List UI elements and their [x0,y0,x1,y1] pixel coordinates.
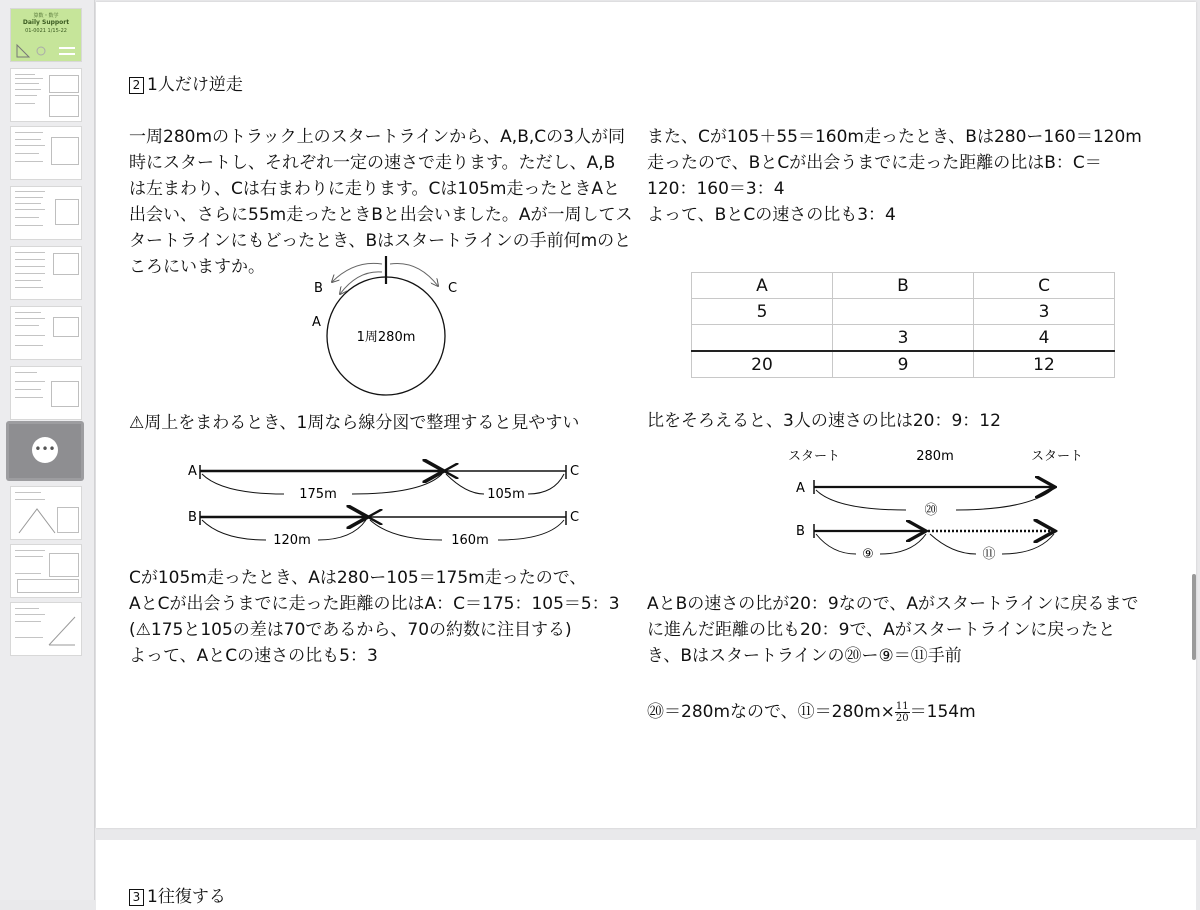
thumbnail-page-5[interactable] [10,246,82,300]
thumbnail-more-icon[interactable]: ••• [32,437,58,463]
fraction-11-20 [895,701,910,724]
circle-label-a: A [312,315,321,330]
thumbnail-page-9[interactable] [10,486,82,540]
seg-row2-label-2: 160m [451,533,489,548]
fraction-denominator: 20 [895,712,909,724]
table-cell: 3 [833,325,974,352]
cover-label-3: 01-0021 1/15-22 [25,28,67,34]
seg-row2-left: B [188,510,197,525]
table-row [692,325,1115,352]
next-problem-title: 1往復する [147,887,226,907]
combined-ratio-text: 比をそろえると、3人の速さの比は20：9：12 [647,411,1001,431]
thumbnail-page-11[interactable] [10,602,82,656]
explanation-right-3: 120：160＝3：4 [647,179,785,199]
thumbnail-page-6[interactable] [10,306,82,360]
table-header-c: C [974,273,1115,299]
explanation-right-2: 走ったので、BとCが出会うまでに走った距離の比はB：C＝ [647,153,1102,173]
seg-row1-left: A [188,464,197,479]
table-cell: 9 [833,351,974,378]
thumbnail-page-1[interactable] [10,8,82,62]
statement-line-1: 一周280mのトラック上のスタートラインから、A,B,Cの3人が同 [129,127,625,147]
next-problem-number-box: 3 [129,889,144,906]
thumbnail-page-4[interactable] [10,186,82,240]
explanation-left-4: よって、AとCの速さの比も5：3 [129,646,378,666]
problem-title: 1人だけ逆走 [147,75,243,95]
line-row-a: A [796,481,805,496]
tip-text: ⚠周上をまわるとき、1周なら線分図で整理すると見やすい [129,413,580,433]
table-header-b: B [833,273,974,299]
explanation-right-4: よって、BとCの速さの比も3：4 [647,205,896,225]
final-answer-suffix: ＝154m [909,702,976,722]
thumbnail-page-10[interactable] [10,544,82,598]
thumbnail-page-3[interactable] [10,126,82,180]
statement-line-3: は左まわり、Cは右まわりに走ります。Cは105m走ったときAと [129,179,621,199]
speed-line-diagram [776,442,1096,572]
circle-label-c: C [448,281,458,296]
table-row [692,299,1115,325]
circle-label-b: B [314,281,323,296]
explanation-left-3: (⚠175と105の差は70であるから、70の約数に注目する) [129,620,572,640]
table-cell: 12 [974,351,1115,378]
table-cell [692,325,833,352]
problem-heading [129,72,243,98]
explanation-right-bottom-3: き、Bはスタートラインの⑳ー⑨＝⑪手前 [647,646,962,666]
explanation-left-1: Cが105m走ったとき、Aは280ー105＝175m走ったので、 [129,568,587,588]
vertical-scrollbar[interactable] [1192,574,1196,660]
statement-line-2: 時にスタートし、それぞれ一定の速さで走ります。ただし、A,B [129,153,616,173]
statement-line-5: タートラインにもどったとき、Bはスタートラインの手前何mのと [129,231,632,251]
line-mark-a: ⑳ [924,503,938,518]
final-answer-line [647,699,976,725]
seg-row2-label-1: 120m [273,533,311,548]
table-cell: 20 [692,351,833,378]
circle-center-label: 1周280m [356,330,416,345]
segment-diagram [182,456,592,552]
explanation-right-bottom-2: に進んだ距離の比も20：9で、Aがスタートラインに戻ったと [647,620,1116,640]
thumbnail-page-2[interactable] [10,68,82,122]
problem-number-box: 2 [129,77,144,94]
arrow-b [332,263,382,282]
cover-label-2: 算数・数学 [33,13,59,19]
explanation-right-1: また、Cが105＋55＝160m走ったとき、Bは280ー160＝120m [647,127,1142,147]
track-circle-diagram [296,250,486,408]
final-answer-prefix: ⑳＝280mなので、⑪＝280m× [647,702,895,722]
seg-row1-label-1: 175m [299,487,337,502]
table-row-total [692,351,1115,378]
fraction-numerator: 11 [895,700,909,712]
table-cell: 4 [974,325,1115,352]
table-header-a: A [692,273,833,299]
explanation-right-bottom-1: AとBの速さの比が20：9なので、Aがスタートラインに戻るまで [647,594,1139,614]
table-header-row [692,273,1115,299]
table-cell [833,299,974,325]
arrow-c [390,263,438,286]
line-row-b: B [796,524,805,539]
next-problem-heading [129,884,226,910]
line-mark-b1: ⑨ [862,547,874,562]
line-distance: 280m [916,449,954,464]
statement-line-4: 出会い、さらに55m走ったときBと出会いました。Aが一周してス [129,205,633,225]
statement-line-6: ころにいますか。 [129,257,265,277]
seg-row1-label-2: 105m [487,487,525,502]
line-start-left: スタート [787,449,841,464]
seg-row2-right: C [570,510,580,525]
cover-label-1: Daily Support [22,19,70,26]
document-page [96,2,1196,828]
table-cell: 3 [974,299,1115,325]
thumbnail-page-7[interactable] [10,366,82,420]
page-thumbnail-sidebar [0,0,95,900]
explanation-left-2: AとCが出会うまでに走った距離の比はA：C＝175：105＝5：3 [129,594,620,614]
line-start-right: スタート [1030,449,1084,464]
ratio-table [691,272,1115,378]
seg-row1-right: C [570,464,580,479]
cover-illustration-icon [15,41,77,59]
table-cell: 5 [692,299,833,325]
line-mark-b2: ⑪ [982,547,996,562]
